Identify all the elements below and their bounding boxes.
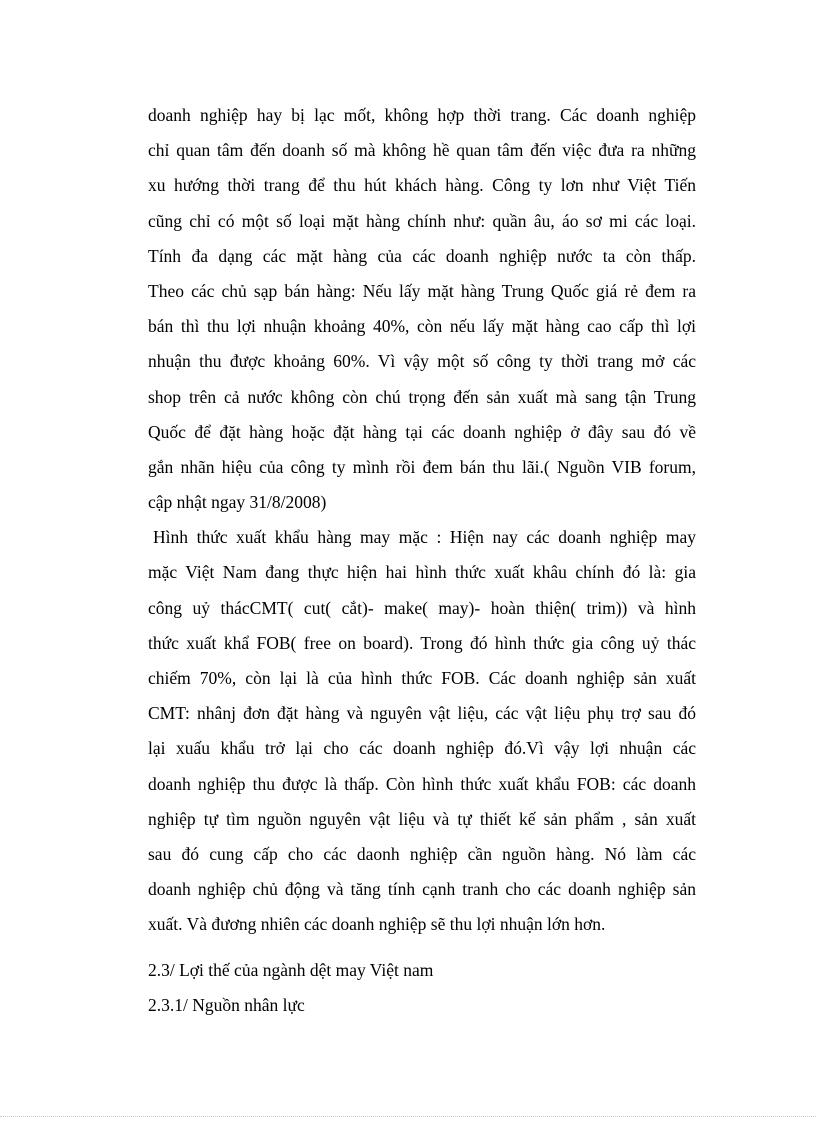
paragraph-line: gắn nhãn hiệu của công ty mình rồi đem bán thu lãi.( Nguồn VIB forum, xyxy=(148,456,696,477)
paragraph-line: doanh nghiệp chủ động và tăng tính cạnh tranh cho các doanh nghiệp sản xyxy=(148,879,696,900)
paragraph-line: doanh nghiệp thu được là thấp. Còn hình thức xuất khẩu FOB: các doanh xyxy=(148,773,696,794)
paragraph-line: mặc Việt Nam đang thực hiện hai hình thức xuất khâu chính đó là: gia xyxy=(148,562,696,583)
subsection-heading: 2.3.1/ Nguồn nhân lực xyxy=(148,995,305,1015)
paragraph-line: chiếm 70%, còn lại là của hình thức FOB. Các doanh nghiệp sản xuất xyxy=(148,668,696,688)
paragraph-line: công uỷ thácCMT( cut( cắt)- make( may)- hoàn thiện( trim)) và hình xyxy=(148,597,696,618)
paragraph-line: Tính đa dạng các mặt hàng của các doanh nghiệp nước ta còn thấp. xyxy=(148,245,696,266)
paragraph-line: cũng chỉ có một số loại mặt hàng chính như: quần âu, áo sơ mi các loại. xyxy=(148,210,696,231)
paragraph-line: lại xuấu khẩu trở lại cho các doanh nghiệp đó.Vì vậy lợi nhuận các xyxy=(148,738,696,759)
paragraph-line: chỉ quan tâm đến doanh số mà không hề quan tâm đến việc đưa ra những xyxy=(148,140,696,161)
section-heading: 2.3/ Lợi thế của ngành dệt may Việt nam xyxy=(148,960,434,980)
paragraph-line: xu hướng thời trang để thu hút khách hàng. Công ty lơn như Việt Tiến xyxy=(148,175,696,196)
paragraph-line: nhuận thu được khoảng 60%. Vì vậy một số công ty thời trang mở các xyxy=(148,351,696,372)
paragraph-line: thức xuất khẩ FOB( free on board). Trong đó hình thức gia công uỷ thác xyxy=(148,632,696,653)
paragraph-line: cập nhật ngay 31/8/2008) xyxy=(148,492,327,513)
paragraph-line: doanh nghiệp hay bị lạc mốt, không hợp thời trang. Các doanh nghiệp xyxy=(148,105,696,125)
paragraph-line: Hình thức xuất khẩu hàng may mặc : Hiện nay các doanh nghiệp may xyxy=(153,527,696,548)
paragraph-line: nghiệp tự tìm nguồn nguyên vật liệu và tự thiết kế sản phẩm , sản xuất xyxy=(148,808,696,829)
paragraph-line: Quốc để đặt hàng hoặc đặt hàng tại các doanh nghiệp ở đây sau đó về xyxy=(148,421,696,442)
document-body xyxy=(148,98,696,943)
paragraph-line: shop trên cả nước không còn chú trọng đến sản xuất mà sang tận Trung xyxy=(148,386,696,407)
paragraph-line: CMT: nhânj đơn đặt hàng và nguyên vật liệu, các vật liệu phụ trợ sau đó xyxy=(148,703,696,724)
paragraph-line: xuất. Và đương nhiên các doanh nghiệp sẽ thu lợi nhuận lớn hơn. xyxy=(148,914,606,935)
paragraph-line: Theo các chủ sạp bán hàng: Nếu lấy mặt hàng Trung Quốc giá rẻ đem ra xyxy=(148,280,696,301)
paragraph-line: bán thì thu lợi nhuận khoảng 40%, còn nếu lấy mặt hàng cao cấp thì lợi xyxy=(148,316,696,337)
paragraph-line: sau đó cung cấp cho các daonh nghiệp cần nguồn hàng. Nó làm các xyxy=(148,843,696,864)
page-bottom-edge xyxy=(0,1116,816,1117)
